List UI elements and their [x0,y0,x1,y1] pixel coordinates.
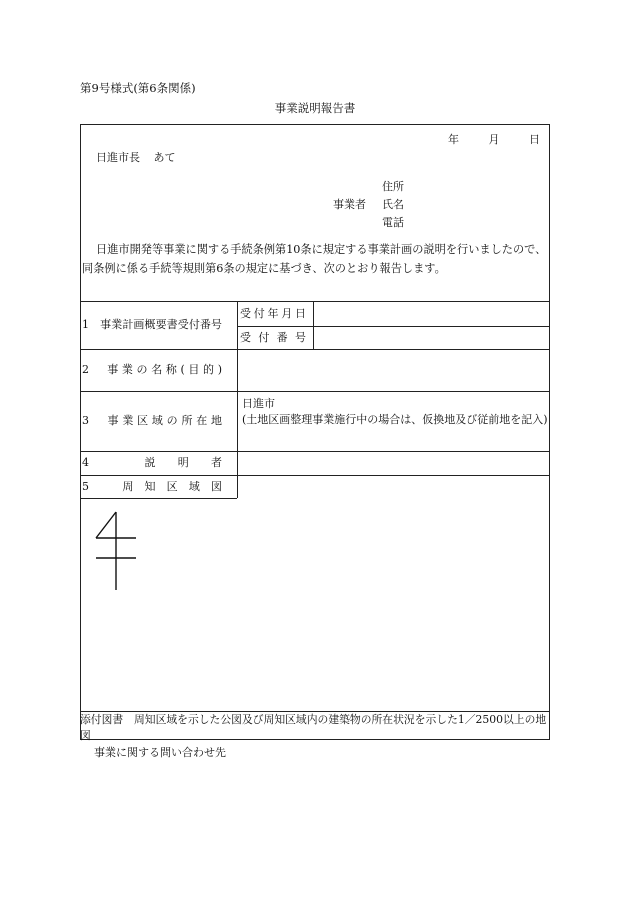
row5-label: 5 周知区域図 [82,479,222,493]
row1-sub-number-label: 受付番号 [240,330,306,344]
address-label: 住所 [382,180,404,193]
row2-label: 2 事業の名称(目的) [82,363,222,376]
addressee [96,149,186,165]
form-number: 第9号様式(第6条関係) [80,81,196,95]
addressee-suffix: あて [153,151,176,164]
attachment-note: 添付図書 周知区域を示した公図及び周知区域内の建築物の所在状況を示した1／2500以上の地図 [80,713,547,742]
row3-label: 3 事業区域の所在地 [82,414,222,427]
row3-value-note: (土地区画整理事業施行中の場合は、仮換地及び従前地を記入) [242,413,548,426]
name-label: 氏名 [382,198,404,211]
phone-label: 電話 [382,216,404,229]
row1-label: 1 事業計画概要書受付番号 [82,318,222,331]
report-paragraph: 日進市開発等事業に関する手続条例第10条に規定する事業計画の説明を行いましたので、同条例に係る手続等規則第6条の規定に基づき、次のとおり報告します。 [82,243,547,275]
north-arrow-icon [92,510,142,592]
addressee-city: 日進市長 [96,151,140,164]
date-row [448,131,540,147]
date-month: 月 [488,133,500,146]
reporter-role: 事業者 [333,198,366,211]
column-divider-sub [313,301,314,349]
divider-row5-label [81,498,237,499]
date-day: 日 [529,133,540,146]
row1-sub-date-label: 受付年月日 [240,306,306,320]
column-divider [237,301,238,498]
date-year: 年 [448,133,459,146]
document-title: 事業説明報告書 [274,101,356,115]
row3-value-city: 日進市 [242,397,275,410]
row4-label: 4 説明者 [82,456,222,469]
row3-value [242,396,548,428]
contact-label: 事業に関する問い合わせ先 [94,746,226,759]
